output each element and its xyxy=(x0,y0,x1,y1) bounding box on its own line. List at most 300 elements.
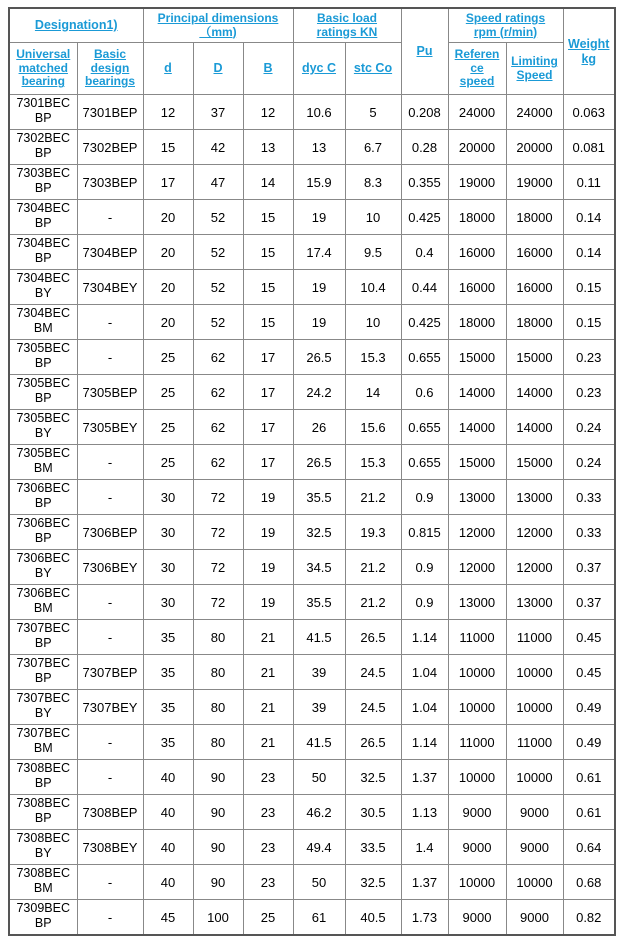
cell-width-B: 19 xyxy=(243,515,293,550)
cell-static-load: 10 xyxy=(345,200,401,235)
cell-limiting-speed: 15000 xyxy=(506,445,563,480)
cell-limiting-speed: 10000 xyxy=(506,760,563,795)
cell-static-load: 15.3 xyxy=(345,340,401,375)
cell-static-load: 21.2 xyxy=(345,480,401,515)
cell-bore-d: 40 xyxy=(143,830,193,865)
table-row xyxy=(9,900,615,936)
table-row xyxy=(9,690,615,725)
cell-reference-speed: 14000 xyxy=(448,410,506,445)
cell-bore-d: 12 xyxy=(143,95,193,130)
cell-limiting-speed: 10000 xyxy=(506,655,563,690)
cell-pu: 0.6 xyxy=(401,375,448,410)
cell-reference-speed: 9000 xyxy=(448,830,506,865)
cell-limiting-speed: 15000 xyxy=(506,340,563,375)
cell-basic-design: 7308BEY xyxy=(77,830,143,865)
cell-width-B: 17 xyxy=(243,340,293,375)
cell-limiting-speed: 13000 xyxy=(506,480,563,515)
cell-static-load: 30.5 xyxy=(345,795,401,830)
cell-width-B: 12 xyxy=(243,95,293,130)
cell-dynamic-load: 13 xyxy=(293,130,345,165)
cell-pu: 1.37 xyxy=(401,865,448,900)
cell-reference-speed: 18000 xyxy=(448,305,506,340)
cell-reference-speed: 20000 xyxy=(448,130,506,165)
cell-universal-matched: 7308BEC BM xyxy=(9,865,77,900)
cell-pu: 0.9 xyxy=(401,550,448,585)
cell-universal-matched: 7305BEC BP xyxy=(9,340,77,375)
cell-bore-d: 45 xyxy=(143,900,193,936)
cell-width-B: 15 xyxy=(243,235,293,270)
cell-basic-design: 7306BEP xyxy=(77,515,143,550)
cell-dynamic-load: 46.2 xyxy=(293,795,345,830)
cell-bore-d: 40 xyxy=(143,865,193,900)
cell-outer-D: 37 xyxy=(193,95,243,130)
cell-bore-d: 17 xyxy=(143,165,193,200)
cell-universal-matched: 7309BEC BP xyxy=(9,900,77,936)
cell-bore-d: 25 xyxy=(143,445,193,480)
cell-reference-speed: 10000 xyxy=(448,865,506,900)
cell-bore-d: 30 xyxy=(143,550,193,585)
cell-width-B: 15 xyxy=(243,305,293,340)
cell-static-load: 15.3 xyxy=(345,445,401,480)
cell-basic-design: - xyxy=(77,725,143,760)
table-row xyxy=(9,620,615,655)
cell-outer-D: 90 xyxy=(193,865,243,900)
cell-reference-speed: 16000 xyxy=(448,270,506,305)
cell-outer-D: 72 xyxy=(193,550,243,585)
cell-weight: 0.61 xyxy=(563,760,615,795)
table-row xyxy=(9,865,615,900)
cell-universal-matched: 7305BEC BP xyxy=(9,375,77,410)
cell-universal-matched: 7307BEC BP xyxy=(9,655,77,690)
cell-dynamic-load: 26.5 xyxy=(293,445,345,480)
cell-width-B: 17 xyxy=(243,375,293,410)
cell-dynamic-load: 39 xyxy=(293,690,345,725)
cell-weight: 0.11 xyxy=(563,165,615,200)
cell-reference-speed: 11000 xyxy=(448,620,506,655)
cell-basic-design: - xyxy=(77,305,143,340)
cell-pu: 1.4 xyxy=(401,830,448,865)
cell-limiting-speed: 9000 xyxy=(506,830,563,865)
cell-weight: 0.14 xyxy=(563,200,615,235)
cell-outer-D: 72 xyxy=(193,480,243,515)
cell-width-B: 14 xyxy=(243,165,293,200)
cell-bore-d: 25 xyxy=(143,410,193,445)
cell-width-B: 19 xyxy=(243,550,293,585)
table-body xyxy=(9,95,615,936)
cell-width-B: 19 xyxy=(243,585,293,620)
cell-weight: 0.64 xyxy=(563,830,615,865)
cell-limiting-speed: 12000 xyxy=(506,550,563,585)
cell-width-B: 19 xyxy=(243,480,293,515)
cell-pu: 0.355 xyxy=(401,165,448,200)
cell-outer-D: 52 xyxy=(193,200,243,235)
table-row xyxy=(9,270,615,305)
cell-reference-speed: 10000 xyxy=(448,655,506,690)
cell-bore-d: 40 xyxy=(143,760,193,795)
cell-limiting-speed: 18000 xyxy=(506,305,563,340)
cell-basic-design: 7305BEY xyxy=(77,410,143,445)
bearing-spec-table xyxy=(8,7,616,936)
table-row xyxy=(9,830,615,865)
cell-weight: 0.14 xyxy=(563,235,615,270)
cell-basic-design: - xyxy=(77,585,143,620)
cell-basic-design: - xyxy=(77,480,143,515)
header-bore-d: d xyxy=(143,43,193,95)
cell-static-load: 26.5 xyxy=(345,620,401,655)
cell-width-B: 21 xyxy=(243,690,293,725)
cell-bore-d: 30 xyxy=(143,585,193,620)
cell-dynamic-load: 39 xyxy=(293,655,345,690)
cell-static-load: 40.5 xyxy=(345,900,401,936)
cell-reference-speed: 10000 xyxy=(448,760,506,795)
cell-static-load: 10.4 xyxy=(345,270,401,305)
header-row-top xyxy=(9,8,615,43)
header-static-load: stc Co xyxy=(345,43,401,95)
cell-universal-matched: 7301BEC BP xyxy=(9,95,77,130)
cell-limiting-speed: 11000 xyxy=(506,725,563,760)
cell-basic-design: 7305BEP xyxy=(77,375,143,410)
table-row xyxy=(9,130,615,165)
cell-width-B: 15 xyxy=(243,270,293,305)
cell-universal-matched: 7305BEC BY xyxy=(9,410,77,445)
cell-basic-design: - xyxy=(77,445,143,480)
cell-outer-D: 52 xyxy=(193,235,243,270)
cell-reference-speed: 13000 xyxy=(448,585,506,620)
cell-outer-D: 80 xyxy=(193,690,243,725)
cell-dynamic-load: 32.5 xyxy=(293,515,345,550)
header-speed-ratings: Speed ratings rpm (r/min) xyxy=(448,8,563,43)
cell-outer-D: 90 xyxy=(193,795,243,830)
cell-dynamic-load: 35.5 xyxy=(293,480,345,515)
cell-outer-D: 80 xyxy=(193,725,243,760)
cell-bore-d: 15 xyxy=(143,130,193,165)
cell-dynamic-load: 50 xyxy=(293,865,345,900)
cell-reference-speed: 14000 xyxy=(448,375,506,410)
cell-static-load: 8.3 xyxy=(345,165,401,200)
cell-universal-matched: 7307BEC BP xyxy=(9,620,77,655)
table-row xyxy=(9,165,615,200)
cell-basic-design: - xyxy=(77,900,143,936)
cell-width-B: 23 xyxy=(243,760,293,795)
cell-limiting-speed: 20000 xyxy=(506,130,563,165)
cell-weight: 0.063 xyxy=(563,95,615,130)
header-principal-dimensions: Principal dimensions （mm) xyxy=(143,8,293,43)
cell-pu: 0.815 xyxy=(401,515,448,550)
header-weight: Weight kg xyxy=(563,8,615,95)
cell-pu: 0.655 xyxy=(401,410,448,445)
cell-weight: 0.37 xyxy=(563,550,615,585)
cell-limiting-speed: 10000 xyxy=(506,690,563,725)
cell-outer-D: 52 xyxy=(193,305,243,340)
cell-universal-matched: 7304BEC BP xyxy=(9,235,77,270)
cell-pu: 0.208 xyxy=(401,95,448,130)
cell-universal-matched: 7302BEC BP xyxy=(9,130,77,165)
cell-outer-D: 62 xyxy=(193,340,243,375)
cell-limiting-speed: 14000 xyxy=(506,410,563,445)
cell-static-load: 33.5 xyxy=(345,830,401,865)
cell-weight: 0.49 xyxy=(563,725,615,760)
table-row xyxy=(9,95,615,130)
cell-width-B: 21 xyxy=(243,620,293,655)
cell-dynamic-load: 24.2 xyxy=(293,375,345,410)
cell-universal-matched: 7308BEC BY xyxy=(9,830,77,865)
cell-outer-D: 80 xyxy=(193,655,243,690)
cell-bore-d: 20 xyxy=(143,270,193,305)
cell-reference-speed: 15000 xyxy=(448,445,506,480)
cell-bore-d: 20 xyxy=(143,235,193,270)
cell-bore-d: 35 xyxy=(143,725,193,760)
table-row xyxy=(9,445,615,480)
cell-weight: 0.15 xyxy=(563,305,615,340)
cell-width-B: 23 xyxy=(243,865,293,900)
cell-universal-matched: 7306BEC BY xyxy=(9,550,77,585)
cell-static-load: 21.2 xyxy=(345,550,401,585)
cell-basic-design: - xyxy=(77,340,143,375)
header-universal-matched-bearing: Universal matched bearing xyxy=(9,43,77,95)
cell-outer-D: 80 xyxy=(193,620,243,655)
cell-static-load: 24.5 xyxy=(345,655,401,690)
table-row xyxy=(9,340,615,375)
cell-dynamic-load: 49.4 xyxy=(293,830,345,865)
cell-weight: 0.45 xyxy=(563,655,615,690)
cell-static-load: 15.6 xyxy=(345,410,401,445)
cell-weight: 0.68 xyxy=(563,865,615,900)
cell-pu: 0.425 xyxy=(401,305,448,340)
cell-basic-design: 7306BEY xyxy=(77,550,143,585)
cell-outer-D: 90 xyxy=(193,760,243,795)
table-row xyxy=(9,515,615,550)
cell-weight: 0.49 xyxy=(563,690,615,725)
table-row xyxy=(9,550,615,585)
cell-weight: 0.24 xyxy=(563,410,615,445)
cell-dynamic-load: 61 xyxy=(293,900,345,936)
table-row xyxy=(9,235,615,270)
table-row xyxy=(9,725,615,760)
cell-outer-D: 47 xyxy=(193,165,243,200)
cell-basic-design: 7304BEY xyxy=(77,270,143,305)
cell-universal-matched: 7306BEC BP xyxy=(9,480,77,515)
cell-pu: 0.425 xyxy=(401,200,448,235)
table-row xyxy=(9,480,615,515)
cell-static-load: 19.3 xyxy=(345,515,401,550)
cell-weight: 0.61 xyxy=(563,795,615,830)
cell-dynamic-load: 19 xyxy=(293,270,345,305)
cell-limiting-speed: 9000 xyxy=(506,795,563,830)
cell-basic-design: - xyxy=(77,865,143,900)
cell-basic-design: - xyxy=(77,200,143,235)
header-dynamic-load: dyc C xyxy=(293,43,345,95)
cell-dynamic-load: 41.5 xyxy=(293,620,345,655)
cell-bore-d: 30 xyxy=(143,480,193,515)
cell-outer-D: 62 xyxy=(193,375,243,410)
cell-limiting-speed: 11000 xyxy=(506,620,563,655)
cell-universal-matched: 7308BEC BP xyxy=(9,760,77,795)
cell-static-load: 32.5 xyxy=(345,865,401,900)
header-limiting-speed: Limiting Speed xyxy=(506,43,563,95)
header-basic-load-ratings: Basic load ratings KN xyxy=(293,8,401,43)
cell-limiting-speed: 12000 xyxy=(506,515,563,550)
cell-limiting-speed: 18000 xyxy=(506,200,563,235)
cell-outer-D: 90 xyxy=(193,830,243,865)
cell-reference-speed: 9000 xyxy=(448,900,506,936)
cell-weight: 0.33 xyxy=(563,515,615,550)
header-reference-speed: Referen ce speed xyxy=(448,43,506,95)
cell-static-load: 26.5 xyxy=(345,725,401,760)
cell-static-load: 9.5 xyxy=(345,235,401,270)
cell-limiting-speed: 24000 xyxy=(506,95,563,130)
cell-bore-d: 35 xyxy=(143,655,193,690)
table-row xyxy=(9,655,615,690)
cell-dynamic-load: 26.5 xyxy=(293,340,345,375)
header-outer-D: D xyxy=(193,43,243,95)
table-row xyxy=(9,760,615,795)
cell-weight: 0.24 xyxy=(563,445,615,480)
cell-weight: 0.33 xyxy=(563,480,615,515)
cell-limiting-speed: 9000 xyxy=(506,900,563,936)
cell-limiting-speed: 19000 xyxy=(506,165,563,200)
cell-outer-D: 62 xyxy=(193,410,243,445)
cell-weight: 0.82 xyxy=(563,900,615,936)
cell-limiting-speed: 14000 xyxy=(506,375,563,410)
cell-limiting-speed: 10000 xyxy=(506,865,563,900)
cell-pu: 1.04 xyxy=(401,690,448,725)
cell-universal-matched: 7306BEC BP xyxy=(9,515,77,550)
header-row-sub xyxy=(9,43,615,95)
cell-universal-matched: 7305BEC BM xyxy=(9,445,77,480)
cell-basic-design: 7301BEP xyxy=(77,95,143,130)
cell-width-B: 21 xyxy=(243,655,293,690)
cell-width-B: 13 xyxy=(243,130,293,165)
cell-reference-speed: 15000 xyxy=(448,340,506,375)
table-row xyxy=(9,305,615,340)
cell-basic-design: 7302BEP xyxy=(77,130,143,165)
cell-reference-speed: 12000 xyxy=(448,515,506,550)
cell-dynamic-load: 19 xyxy=(293,200,345,235)
cell-pu: 1.13 xyxy=(401,795,448,830)
cell-dynamic-load: 26 xyxy=(293,410,345,445)
cell-static-load: 24.5 xyxy=(345,690,401,725)
cell-reference-speed: 10000 xyxy=(448,690,506,725)
cell-bore-d: 20 xyxy=(143,200,193,235)
cell-universal-matched: 7304BEC BY xyxy=(9,270,77,305)
cell-basic-design: 7307BEP xyxy=(77,655,143,690)
cell-width-B: 17 xyxy=(243,410,293,445)
cell-pu: 0.655 xyxy=(401,445,448,480)
cell-weight: 0.23 xyxy=(563,340,615,375)
cell-dynamic-load: 35.5 xyxy=(293,585,345,620)
header-designation: Designation1) xyxy=(9,8,143,43)
cell-reference-speed: 16000 xyxy=(448,235,506,270)
cell-limiting-speed: 16000 xyxy=(506,235,563,270)
cell-pu: 0.9 xyxy=(401,480,448,515)
cell-outer-D: 52 xyxy=(193,270,243,305)
cell-bore-d: 40 xyxy=(143,795,193,830)
cell-dynamic-load: 17.4 xyxy=(293,235,345,270)
cell-outer-D: 100 xyxy=(193,900,243,936)
cell-basic-design: - xyxy=(77,620,143,655)
cell-width-B: 25 xyxy=(243,900,293,936)
cell-universal-matched: 7306BEC BM xyxy=(9,585,77,620)
cell-universal-matched: 7304BEC BP xyxy=(9,200,77,235)
cell-dynamic-load: 10.6 xyxy=(293,95,345,130)
cell-bore-d: 20 xyxy=(143,305,193,340)
cell-outer-D: 72 xyxy=(193,515,243,550)
table-row xyxy=(9,375,615,410)
cell-static-load: 32.5 xyxy=(345,760,401,795)
cell-pu: 1.73 xyxy=(401,900,448,936)
cell-pu: 1.14 xyxy=(401,725,448,760)
bearing-table-container xyxy=(8,7,616,936)
cell-pu: 1.14 xyxy=(401,620,448,655)
cell-reference-speed: 9000 xyxy=(448,795,506,830)
cell-basic-design: 7308BEP xyxy=(77,795,143,830)
cell-weight: 0.23 xyxy=(563,375,615,410)
cell-width-B: 15 xyxy=(243,200,293,235)
cell-bore-d: 35 xyxy=(143,690,193,725)
cell-static-load: 14 xyxy=(345,375,401,410)
cell-pu: 0.655 xyxy=(401,340,448,375)
cell-weight: 0.45 xyxy=(563,620,615,655)
cell-outer-D: 42 xyxy=(193,130,243,165)
cell-universal-matched: 7307BEC BM xyxy=(9,725,77,760)
cell-basic-design: 7304BEP xyxy=(77,235,143,270)
cell-bore-d: 30 xyxy=(143,515,193,550)
header-basic-design-bearings: Basic design bearings xyxy=(77,43,143,95)
cell-weight: 0.15 xyxy=(563,270,615,305)
cell-dynamic-load: 50 xyxy=(293,760,345,795)
cell-reference-speed: 13000 xyxy=(448,480,506,515)
cell-outer-D: 62 xyxy=(193,445,243,480)
cell-weight: 0.081 xyxy=(563,130,615,165)
cell-universal-matched: 7303BEC BP xyxy=(9,165,77,200)
header-width-B: B xyxy=(243,43,293,95)
table-row xyxy=(9,795,615,830)
cell-limiting-speed: 16000 xyxy=(506,270,563,305)
cell-width-B: 23 xyxy=(243,830,293,865)
cell-basic-design: 7307BEY xyxy=(77,690,143,725)
cell-reference-speed: 18000 xyxy=(448,200,506,235)
cell-reference-speed: 12000 xyxy=(448,550,506,585)
cell-pu: 0.28 xyxy=(401,130,448,165)
cell-basic-design: - xyxy=(77,760,143,795)
cell-static-load: 6.7 xyxy=(345,130,401,165)
cell-bore-d: 25 xyxy=(143,340,193,375)
cell-basic-design: 7303BEP xyxy=(77,165,143,200)
cell-pu: 0.44 xyxy=(401,270,448,305)
cell-weight: 0.37 xyxy=(563,585,615,620)
cell-static-load: 5 xyxy=(345,95,401,130)
cell-bore-d: 35 xyxy=(143,620,193,655)
cell-width-B: 23 xyxy=(243,795,293,830)
cell-reference-speed: 11000 xyxy=(448,725,506,760)
cell-pu: 1.04 xyxy=(401,655,448,690)
table-row xyxy=(9,200,615,235)
cell-static-load: 10 xyxy=(345,305,401,340)
cell-reference-speed: 19000 xyxy=(448,165,506,200)
cell-universal-matched: 7307BEC BY xyxy=(9,690,77,725)
cell-universal-matched: 7304BEC BM xyxy=(9,305,77,340)
cell-pu: 0.9 xyxy=(401,585,448,620)
cell-universal-matched: 7308BEC BP xyxy=(9,795,77,830)
cell-width-B: 17 xyxy=(243,445,293,480)
cell-dynamic-load: 34.5 xyxy=(293,550,345,585)
cell-static-load: 21.2 xyxy=(345,585,401,620)
cell-dynamic-load: 15.9 xyxy=(293,165,345,200)
cell-bore-d: 25 xyxy=(143,375,193,410)
cell-outer-D: 72 xyxy=(193,585,243,620)
cell-pu: 0.4 xyxy=(401,235,448,270)
header-pu: Pu xyxy=(401,8,448,95)
